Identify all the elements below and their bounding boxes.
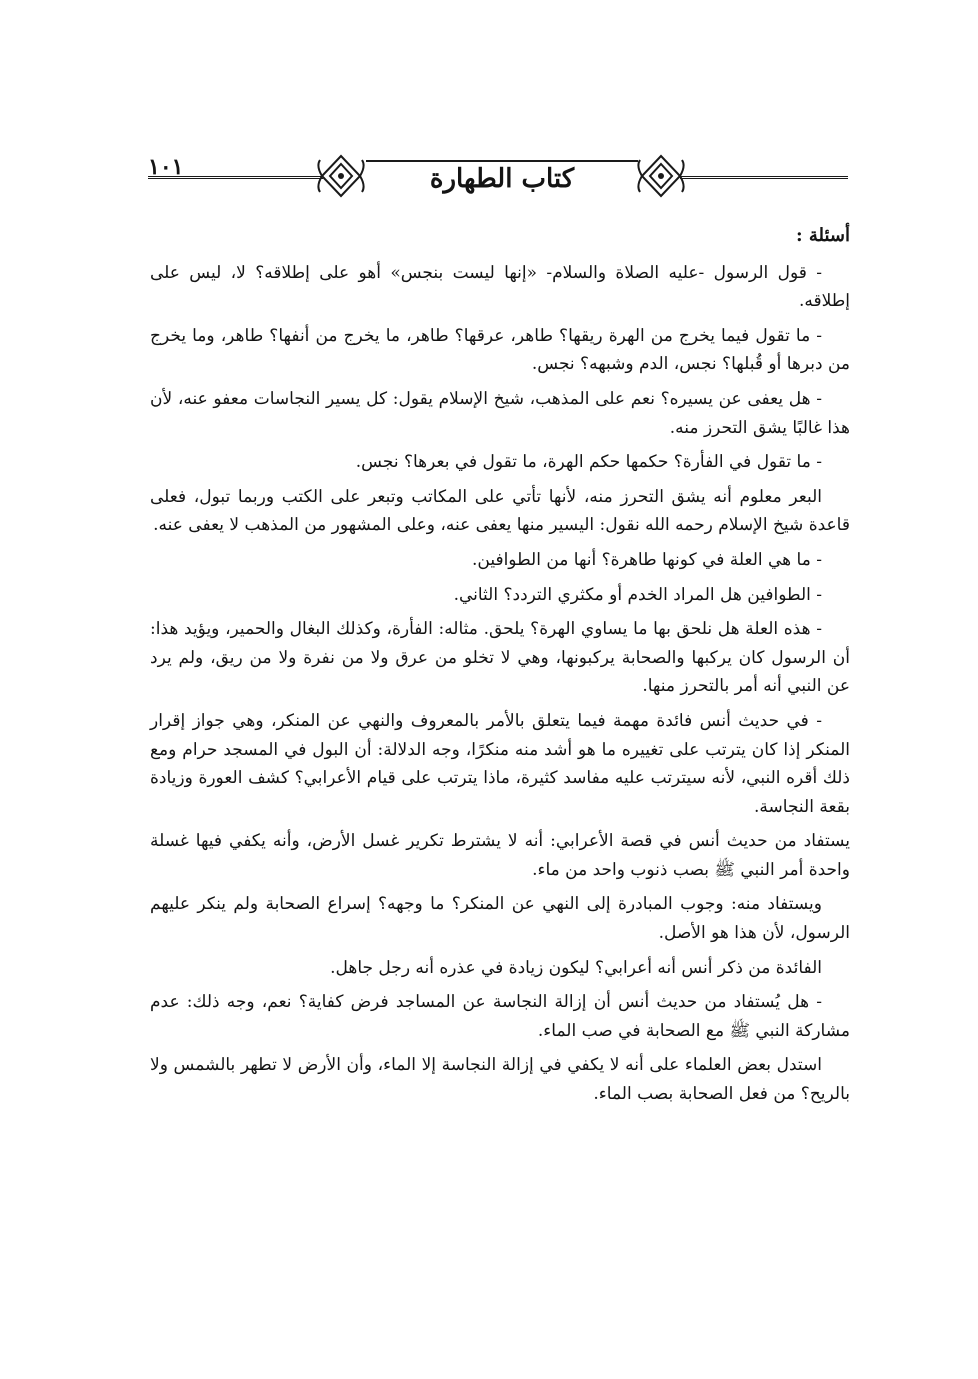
paragraph: - هل يعفى عن يسيره؟ نعم على المذهب، شيخ الإسلام يقول: كل يسير النجاسات معفو عنه، لأن هذا غالبًا يشق التحرز منه.	[150, 388, 850, 438]
ornament-right-icon	[636, 152, 686, 200]
header-rule-center	[366, 160, 638, 162]
page-header	[148, 150, 848, 202]
section-heading: أسئلة :	[795, 225, 850, 246]
page-body	[150, 222, 850, 1115]
paragraph: - في حديث أنس فائدة مهمة فيما يتعلق بالأمر بالمعروف والنهي عن المنكر، وهي جواز إقرار المنكر إذا كان يترتب على تغييره ما هو أشد منه منكرًا، وجه الدلالة: أن البول في المسجد حرام ومع ذلك أقره النبي، لأنه سيترتب عليه مفاسد كثيرة، ماذا يترتب على قيام الأعرابي؟ كشف العورة وزيادة بقعة النجاسة.	[150, 710, 850, 817]
paragraph: - ما تقول في الفأرة؟ حكمها حكم الهرة، ما تقول في بعرها؟ نجس.	[355, 452, 822, 473]
header-rule-right	[680, 176, 848, 179]
paragraph: - هل يُستفاد من حديث أنس أن إزالة النجاسة عن المساجد فرض كفاية؟ نعم، وجه ذلك: عدم مشاركة النبي ﷺ مع الصحابة في صب الماء.	[150, 992, 850, 1041]
paragraph: يستفاد من حديث أنس في قصة الأعرابي: أنه لا يشترط تكرير غسل الأرض، وأنه يكفي فيها غسلة واحدة أمر النبي ﷺ بصب ذنوب واحد من ماء.	[150, 831, 850, 880]
paragraph: استدل بعض العلماء على أنه لا يكفي في إزالة النجاسة إلا الماء، وأن الأرض لا تطهر بالشمس ولا بالريح؟ من فعل الصحابة بصب الماء.	[150, 1055, 850, 1105]
paragraph: - هذه العلة هل نلحق بها ما يساوي الهرة؟ يلحق. مثاله: الفأرة، وكذلك البغال والحمير، ويؤيد هذا: أن الرسول كان يركبها والصحابة يركبونها، وهي لا تخلو من عرق ولا من نفرة ولا من ريق، ولم يرد عن النبي أنه أمر بالتحرز منها.	[150, 619, 850, 697]
page-number: ١٠١	[148, 154, 184, 180]
paragraph: الفائدة من ذكر أنس أنه أعرابي؟ ليكون زيادة في عذره أنه رجل جاهل.	[330, 957, 822, 978]
chapter-title: كتاب الطهارة	[429, 164, 575, 194]
paragraph: - الطوافين هل المراد الخدم أو مكثري التردد؟ الثاني.	[453, 584, 822, 605]
paragraph: - قول الرسول -عليه الصلاة والسلام- «إنها ليست بنجس» أهو على إطلاقه؟ لا، ليس على إطلاقه.	[150, 262, 850, 312]
paragraph: - ما تقول فيما يخرج من الهرة ريقها؟ طاهر، عرقها؟ طاهر، ما يخرج من أنفها؟ طاهر، وما يخرج من دبرها أو قُبلها؟ نجس، الدم وشبهه؟ نجس.	[150, 325, 850, 375]
paragraph: - ما هي العلة في كونها طاهرة؟ أنها من الطوافين.	[471, 549, 822, 570]
ornament-left-icon	[316, 152, 366, 200]
paragraph: ويستفاد منه: وجوب المبادرة إلى النهي عن المنكر؟ ما وجهه؟ إسراع الصحابة ولم ينكر عليهم الرسول، لأن هذا هو الأصل.	[150, 894, 850, 944]
paragraph: البعر معلوم أنه يشق التحرز منه، لأنها تأتي على المكاتب وتبعر على الكتب وربما تبول، فعلى قاعدة شيخ الإسلام رحمه الله نقول: اليسير منها يعفى عنه، وعلى المشهور من المذهب لا يعفى عنه.	[150, 486, 850, 536]
